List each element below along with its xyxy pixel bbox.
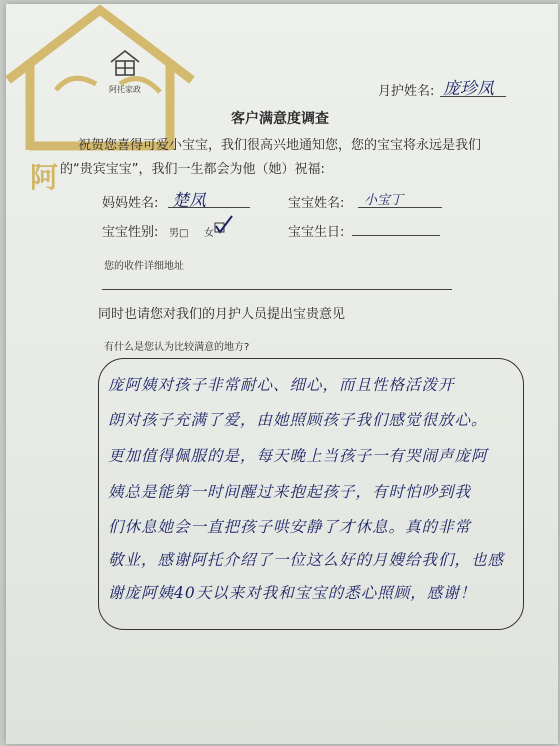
mother-name-underline: [168, 207, 250, 208]
address-label: 您的收件详细地址: [104, 261, 184, 272]
nurse-name-value[interactable]: 庞珍凤: [443, 79, 494, 99]
review-line: 庞阿姨对孩子非常耐心、细心，而且性格活泼开: [108, 376, 455, 394]
review-line: 更加值得佩服的是，每天晚上当孩子一有哭闹声庞阿: [108, 447, 488, 465]
baby-birthday-underline: [352, 235, 440, 236]
review-line: 谢庞阿姨40天以来对我和宝宝的悉心照顾，感谢！: [108, 584, 477, 602]
review-line: 姨总是能第一时间醒过来抱起孩子，有时怕吵到我: [108, 483, 472, 501]
baby-name-field[interactable]: 小宝丁: [364, 193, 404, 208]
opinion-question: 有什么是您认为比较满意的地方?: [104, 342, 250, 353]
gender-female-label: 女: [204, 228, 214, 239]
company-logo: [95, 48, 155, 95]
mother-name-label: 妈妈姓名:: [102, 196, 159, 211]
baby-gender-label: 宝宝性别:: [102, 225, 159, 240]
watermark-text: 阿: [30, 161, 61, 194]
review-line: 朗对孩子充满了爱，由她照顾孩子我们感觉很放心。: [108, 411, 488, 429]
nurse-name-label: 月护姓名:: [378, 84, 435, 99]
review-line: 敬业，感谢阿托介绍了一位这么好的月嫂给我们，也感: [108, 551, 505, 569]
female-checkbox-checked-icon[interactable]: [213, 214, 235, 236]
baby-name-label: 宝宝姓名:: [288, 196, 345, 211]
baby-name-underline: [358, 207, 442, 208]
male-checkbox-icon[interactable]: □: [179, 228, 189, 239]
gender-male-label: 男: [169, 228, 179, 239]
opinion-prompt: 同时也请您对我们的月护人员提出宝贵意见: [98, 307, 346, 322]
baby-birthday-label: 宝宝生日:: [288, 225, 345, 240]
gender-male-option[interactable]: [169, 224, 188, 239]
nurse-name-underline: [440, 96, 506, 97]
intro-line-1: 祝贺您喜得可爱小宝宝，我们很高兴地通知您，您的宝宝将永远是我们: [78, 138, 482, 153]
review-line: 们休息她会一直把孩子哄安静了才休息。真的非常: [108, 518, 472, 536]
mother-name-field[interactable]: 楚凤: [172, 191, 206, 211]
intro-line-2: 的“贵宾宝宝”，我们一生都会为他（她）祝福:: [60, 162, 325, 177]
logo-house-icon: [108, 48, 142, 78]
logo-caption: 阿托家政: [109, 85, 141, 94]
page-title: 客户满意度调查: [231, 111, 329, 127]
address-underline: [102, 289, 452, 290]
